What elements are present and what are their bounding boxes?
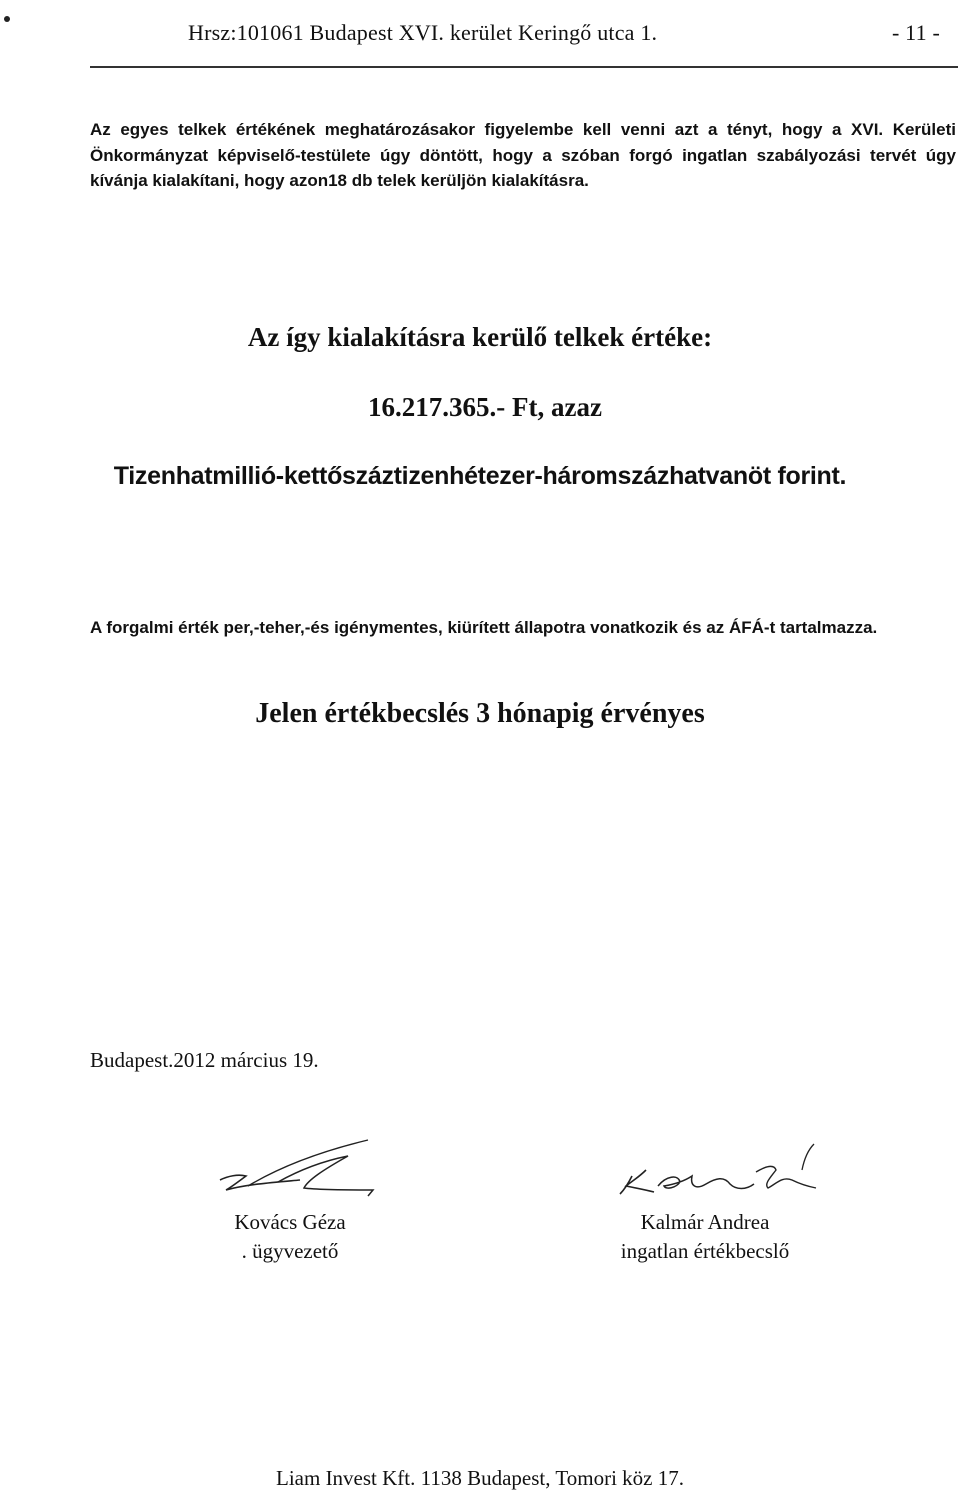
amount-in-words: Tizenhatmillió-kettőszáztizenhétezer-háromszázhatvanöt forint. — [113, 462, 847, 490]
signing-date: Budapest.2012 március 19. — [90, 1048, 319, 1072]
signature-kalmar — [606, 1140, 826, 1198]
signatory-2-name: Kalmár Andrea — [640, 1210, 770, 1234]
page-number: - 11 - — [891, 20, 940, 45]
scan-dot — [4, 16, 10, 22]
value-heading: Az így kialakításra kerülő telkek értéke: — [247, 322, 713, 352]
header-rule — [90, 66, 958, 68]
footer-company-address: Liam Invest Kft. 1138 Budapest, Tomori köz 17. — [276, 1466, 684, 1490]
validity-statement: Jelen értékbecslés 3 hónapig érvényes — [255, 698, 705, 729]
signature-kovacs — [208, 1138, 378, 1198]
signatory-1-name: Kovács Géza — [234, 1210, 346, 1234]
signatory-1-role: . ügyvezető — [241, 1239, 339, 1263]
paragraph-market-value: A forgalmi érték per,-teher,-és igénymentes, kiürített állapotra vonatkozik és az ÁFÁ-t tartalmazza. — [90, 618, 878, 637]
signatory-2-role: ingatlan értékbecslő — [620, 1239, 790, 1263]
header-address: Hrsz:101061 Budapest XVI. kerület Keringő utca 1. — [188, 20, 658, 45]
paragraph-lot-count: Az egyes telkek értékének meghatározásakor figyelembe kell venni azt a tényt, hogy a XVI. Kerületi Önkormányzat képviselő-testülete úgy döntött, hogy a szóban forgó ingatlan szabályozási tervét úgy kívánja kialakítani, hogy azon18 db telek kerüljön kialakításra. — [90, 120, 956, 190]
amount-figure: 16.217.365.- Ft, azaz — [368, 392, 602, 422]
